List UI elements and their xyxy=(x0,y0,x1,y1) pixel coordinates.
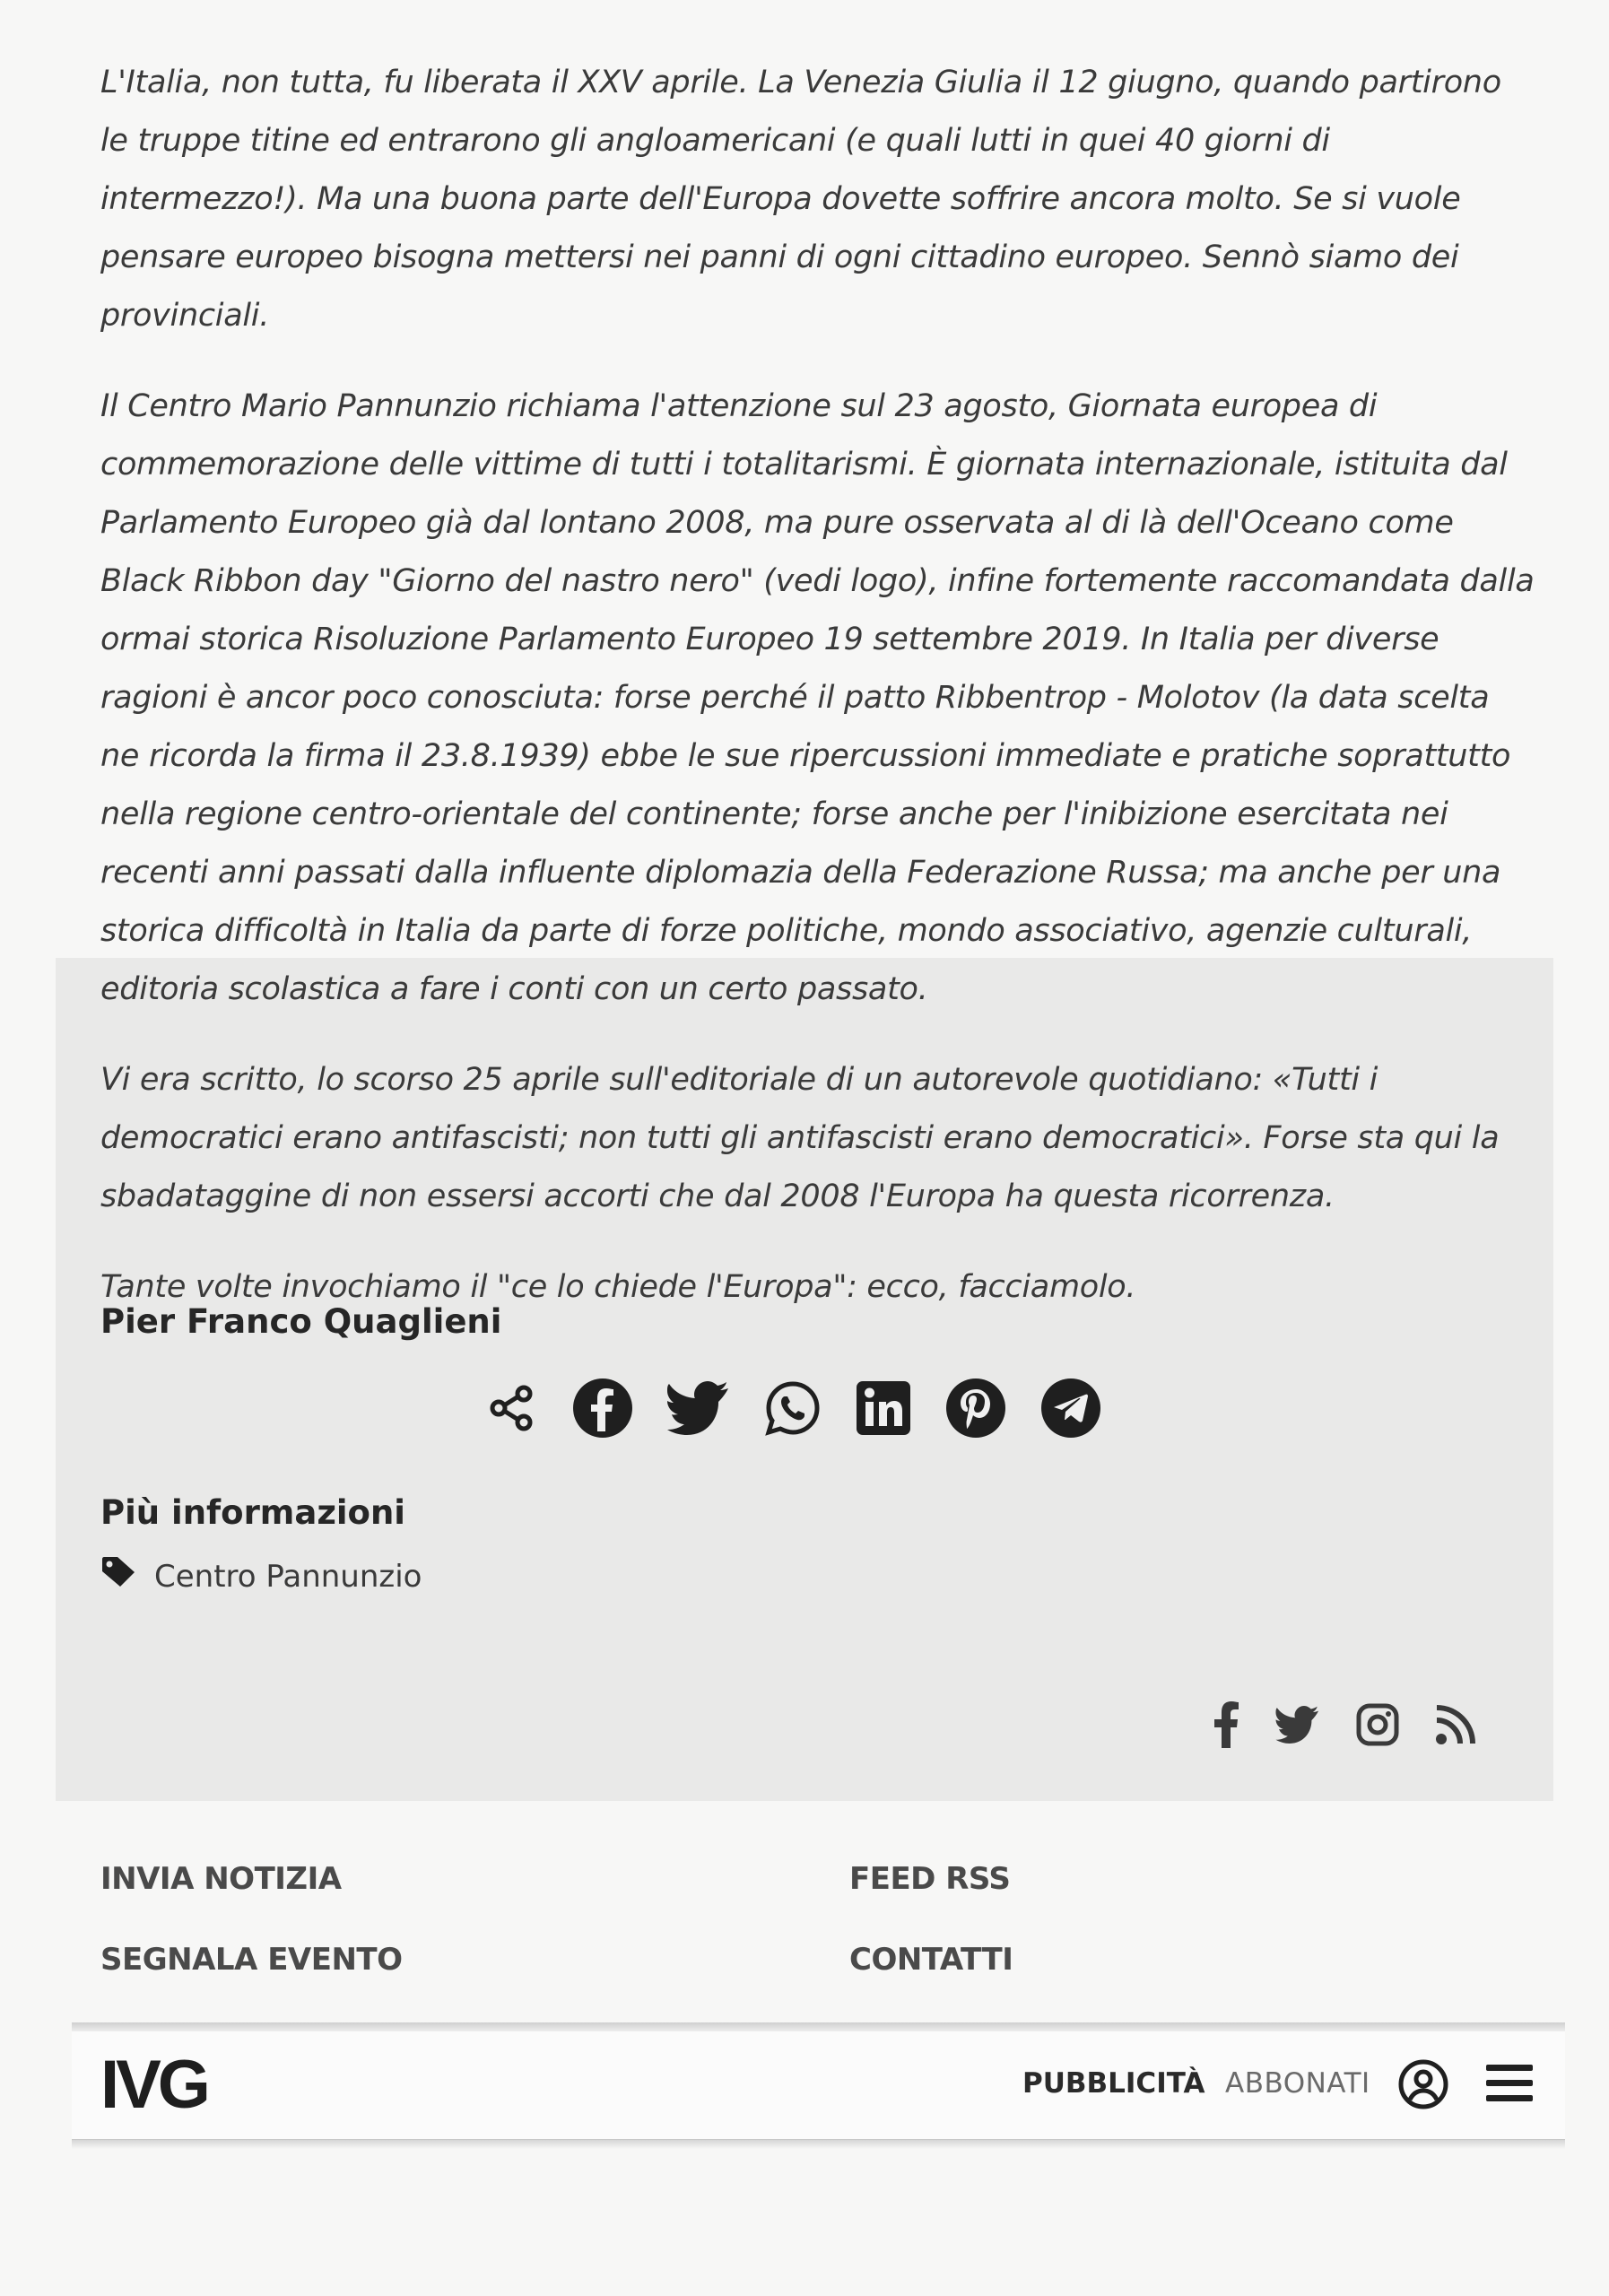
linkedin-icon[interactable] xyxy=(856,1380,911,1436)
facebook-icon[interactable] xyxy=(1213,1701,1239,1752)
article-paragraph: L'Italia, non tutta, fu liberata il XXV aprile. La Venezia Giulia il 12 giugno, quando partirono le truppe titine ed entrarono gli angloamericani (e quali lutti in quei 40 giorni di intermezzo!). Ma una buona parte dell'Europa dovette soffrire ancora molto. Se si vuole pensare europeo bisogna mettersi nei panni di ogni cittadino europeo. Sennò siamo dei provinciali. xyxy=(100,65,1501,334)
social-links xyxy=(1213,1700,1476,1753)
article-author: Pier Franco Quaglieni xyxy=(100,1302,502,1341)
footer-link-invia-notizia[interactable]: INVIA NOTIZIA xyxy=(100,1861,342,1897)
pinterest-icon[interactable] xyxy=(945,1378,1006,1439)
whatsapp-icon[interactable] xyxy=(764,1379,822,1437)
more-info-title: Più informazioni xyxy=(100,1493,405,1532)
footer-links xyxy=(100,1861,1177,1978)
advertising-link[interactable]: PUBBLICITÀ xyxy=(1022,2067,1205,2100)
tag-item[interactable] xyxy=(100,1556,422,1596)
bar-shadow xyxy=(72,2022,1565,2031)
share-icon[interactable] xyxy=(484,1381,538,1435)
user-icon[interactable] xyxy=(1397,2058,1449,2114)
article-paragraph: Tante volte invochiamo il "ce lo chiede l'Europa": ecco, facciamolo. xyxy=(100,1269,1136,1305)
tag-label: Centro Pannunzio xyxy=(154,1558,422,1595)
article-paragraph: Il Centro Mario Pannunzio richiama l'attenzione sul 23 agosto, Giornata europea di commemorazione delle vittime di tutti i totalitarismi. È giornata internazionale, istituita dal Parlamento Europeo già dal lontano 2008, ma pure osservata al di là dell'Oceano come Black Ribbon day "Giorno del nastro nero" (vedi logo), infine fortemente raccomandata dalla ormai storica Risoluzione Parlamento Europeo 19 settembre 2019. In Italia per diverse ragioni è ancor poco conosciuta: forse perché il patto Ribbentrop - Molotov (la data scelta ne ricorda la firma il 23.8.1939) ebbe le sue ripercussioni immediate e pratiche soprattutto nella regione centro-orientale del continente; forse anche per l'inibizione esercitata nei recenti anni passati dalla influente diplomazia della Federazione Russa; ma anche per una storica difficoltà in Italia da parte di forze politiche, mondo associativo, agenzie culturali, editoria scolastica a fare i conti con un certo passato. xyxy=(100,388,1535,1007)
bottom-navbar xyxy=(72,2031,1565,2144)
footer-link-contatti[interactable]: CONTATTI xyxy=(849,1942,1013,1978)
menu-icon[interactable] xyxy=(1486,2062,1533,2109)
twitter-icon[interactable] xyxy=(667,1381,730,1435)
tag-icon xyxy=(100,1556,136,1596)
instagram-icon[interactable] xyxy=(1356,1703,1399,1750)
share-buttons xyxy=(484,1377,1101,1439)
subscribe-link[interactable]: ABBONATI xyxy=(1225,2067,1370,2100)
footer-link-feed-rss[interactable]: FEED RSS xyxy=(849,1861,1011,1897)
site-logo[interactable]: IVG xyxy=(100,2047,207,2123)
article-paragraph: Vi era scritto, lo scorso 25 aprile sull'editoriale di un autorevole quotidiano: «Tutti i democratici erano antifascisti; non tutti gli antifascisti erano democratici». Forse sta qui la sbadataggine di non essersi accorti che dal 2008 l'Europa ha questa ricorrenza. xyxy=(100,1062,1500,1214)
twitter-icon[interactable] xyxy=(1275,1706,1320,1747)
rss-icon[interactable] xyxy=(1435,1704,1476,1749)
facebook-icon[interactable] xyxy=(572,1378,633,1439)
bar-shadow xyxy=(72,2140,1565,2149)
footer-link-segnala-evento[interactable]: SEGNALA EVENTO xyxy=(100,1942,403,1978)
article-body xyxy=(100,54,1535,1349)
telegram-icon[interactable] xyxy=(1040,1378,1101,1439)
